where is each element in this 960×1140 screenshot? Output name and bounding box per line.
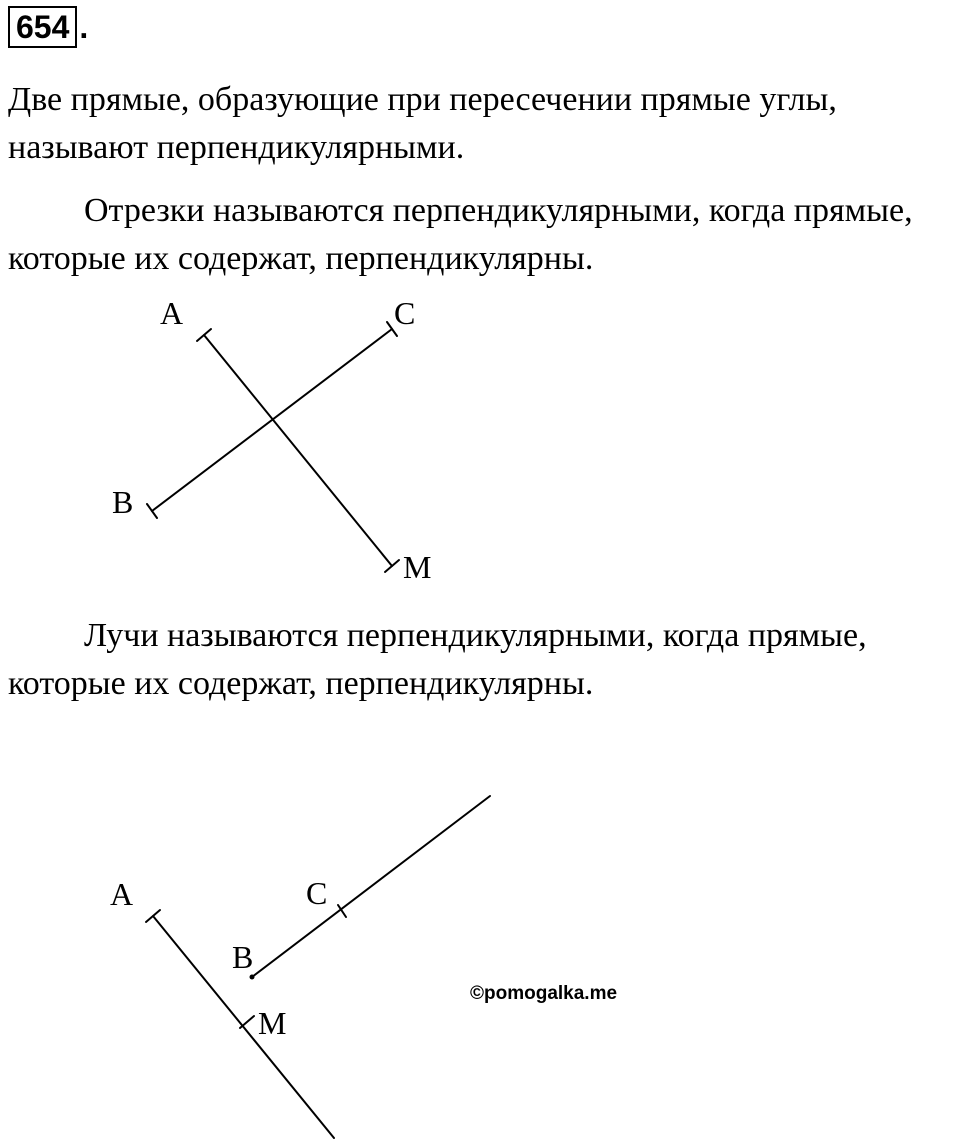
label-c: C xyxy=(394,295,416,331)
tick-b xyxy=(147,504,157,518)
ray-am xyxy=(153,916,334,1138)
tick-c2 xyxy=(338,905,346,917)
tick-c xyxy=(387,322,397,336)
rays-paragraph: Лучи называются перпендикулярными, когда прямые, которые их содержат, перпендикулярны. xyxy=(8,617,867,702)
tick-m xyxy=(385,560,399,572)
ray-bc xyxy=(252,796,490,977)
label-b2: B xyxy=(232,939,254,975)
label-m2: M xyxy=(258,1005,287,1041)
label-c2: C xyxy=(306,875,328,911)
point-b2 xyxy=(250,975,255,980)
problem-number-dot: . xyxy=(79,9,89,45)
watermark-text: ©pomogalka.me xyxy=(470,983,618,1004)
segments-paragraph: Отрезки называются перпендикулярными, когда прямые, которые их содержат, перпендикулярны. xyxy=(8,192,913,277)
tick-m2 xyxy=(240,1016,254,1028)
label-a: A xyxy=(160,295,184,331)
tick-a xyxy=(197,329,211,341)
problem-number xyxy=(8,6,88,48)
problem-number-box: 654 xyxy=(8,6,77,48)
segment-am xyxy=(204,335,392,566)
definition-paragraph: Две прямые, образующие при пересечении прямые углы, называют перпендикулярными. xyxy=(8,81,837,166)
tick-a2 xyxy=(146,910,160,922)
label-m: M xyxy=(403,549,432,585)
label-b: B xyxy=(112,484,134,520)
label-a2: A xyxy=(110,876,134,912)
segment-bc xyxy=(152,329,392,511)
